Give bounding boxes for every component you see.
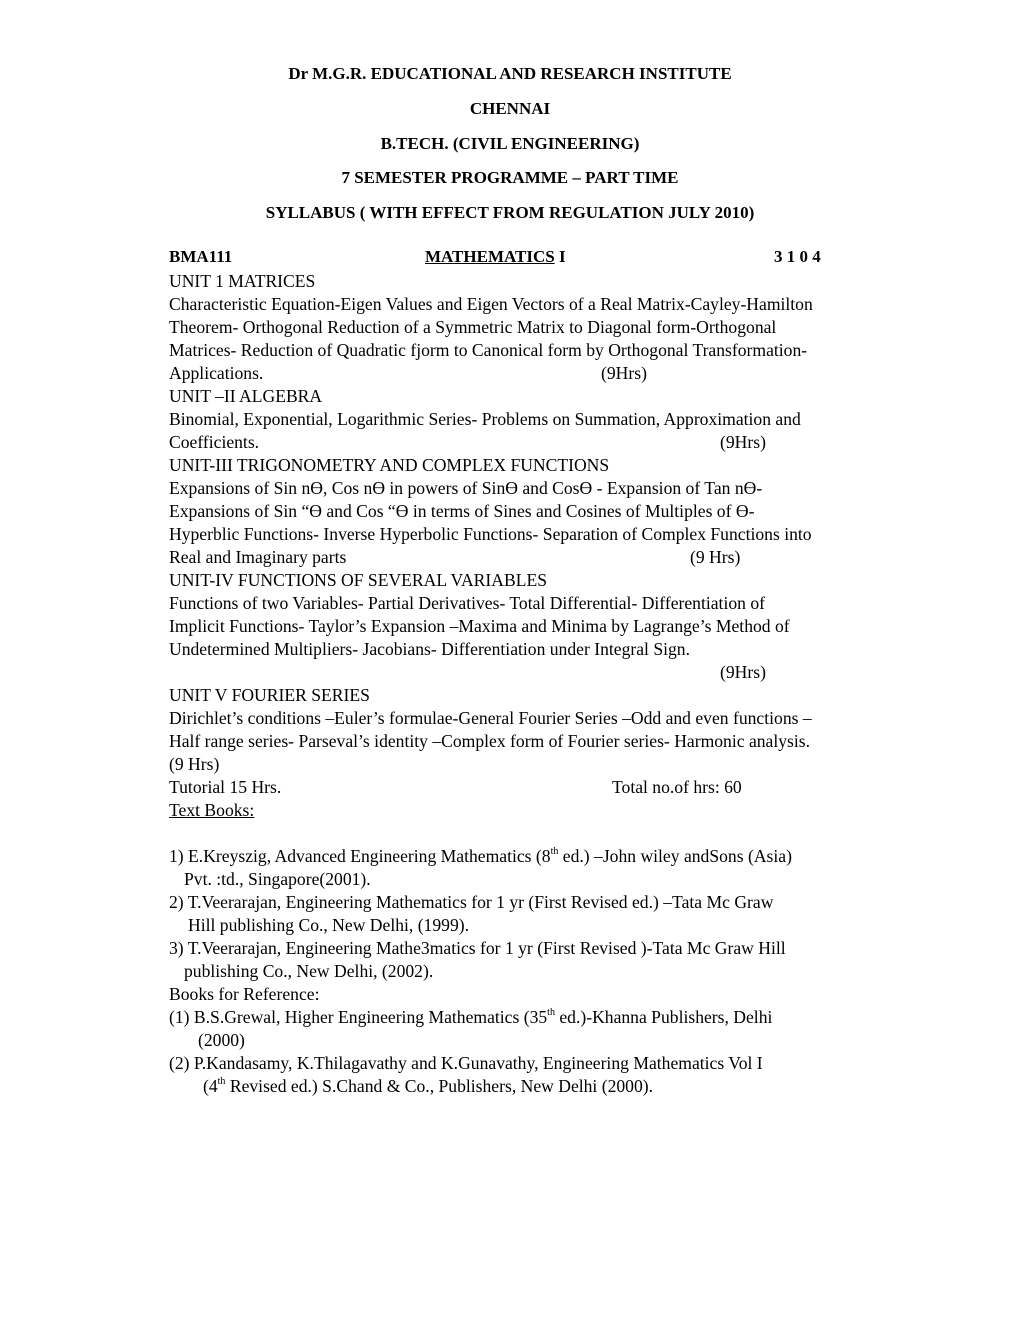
unit-5-line: Half range series- Parseval’s identity –Complex form of Fourier series- Harmonic analysis. (169, 731, 811, 751)
unit-1-line: Matrices- Reduction of Quadratic fjorm to Canonical form by Orthogonal Transformation- (169, 340, 808, 360)
reference-2: (2) P.Kandasamy, K.Thilagavathy and K.Gunavathy, Engineering Mathematics Vol I (169, 1053, 763, 1073)
unit-3-line (169, 546, 741, 568)
unit-3-title: UNIT-III TRIGONOMETRY AND COMPLEX FUNCTIONS (169, 455, 610, 475)
course-code: BMA111 (169, 247, 233, 266)
text-book-1 (169, 845, 792, 867)
programme: B.TECH. (CIVIL ENGINEERING) (380, 134, 640, 153)
text-books-heading: Text Books: (169, 800, 255, 820)
course-line (169, 247, 929, 269)
course-title-suffix: I (554, 247, 566, 266)
unit-2-line-text: Coefficients. (169, 432, 260, 452)
unit-2-line (169, 431, 766, 453)
syllabus-title: SYLLABUS ( WITH EFFECT FROM REGULATION JULY 2010) (265, 203, 755, 222)
reference-2-text: (4 (203, 1076, 218, 1096)
unit-1-line (169, 362, 647, 384)
text-book-1-text-end: ed.) –John wiley andSons (Asia) (558, 846, 792, 866)
unit-5-title: UNIT V FOURIER SERIES (169, 685, 370, 705)
reference-2-text-end: Revised ed.) S.Chand & Co., Publishers, New Delhi (2000). (225, 1076, 654, 1096)
text-book-2-cont: Hill publishing Co., New Delhi, (1999). (188, 915, 469, 935)
text-book-1-sup: th (550, 846, 559, 857)
references-heading: Books for Reference: (169, 984, 320, 1004)
unit-1-line: Theorem- Orthogonal Reduction of a Symmetric Matrix to Diagonal form-Orthogonal (169, 317, 777, 337)
text-book-2: 2) T.Veerarajan, Engineering Mathematics for 1 yr (First Revised ed.) –Tata Mc Graw (169, 892, 774, 912)
total-hours: Total no.of hrs: 60 (612, 777, 742, 797)
text-book-1-cont: Pvt. :td., Singapore(2001). (184, 869, 371, 889)
reference-1-sup: th (547, 1007, 555, 1018)
unit-4-line: Implicit Functions- Taylor’s Expansion –Maxima and Minima by Lagrange’s Method of (169, 616, 790, 636)
unit-4-line: Functions of two Variables- Partial Derivatives- Total Differential- Differentiation of (169, 593, 765, 613)
hours-summary (169, 776, 742, 798)
unit-2-hours: (9Hrs) (720, 432, 766, 452)
programme-mode: 7 SEMESTER PROGRAMME – PART TIME (341, 168, 679, 187)
unit-2-title: UNIT –II ALGEBRA (169, 386, 323, 406)
city: CHENNAI (469, 99, 551, 118)
unit-4-hours: (9Hrs) (720, 662, 766, 682)
unit-4-line: Undetermined Multipliers- Jacobians- Differentiation under Integral Sign. (169, 639, 690, 659)
unit-1-title: UNIT 1 MATRICES (169, 271, 316, 291)
course-credits: 3 1 0 4 (774, 247, 821, 266)
reference-1-text: (1) B.S.Grewal, Higher Engineering Mathematics (35 (169, 1007, 548, 1027)
text-book-1-text: 1) E.Kreyszig, Advanced Engineering Mathematics (8 (169, 846, 551, 866)
institute-name: Dr M.G.R. EDUCATIONAL AND RESEARCH INSTITUTE (288, 64, 732, 83)
text-book-3-cont: publishing Co., New Delhi, (2002). (184, 961, 434, 981)
unit-1-line-text: Applications. (169, 363, 264, 383)
unit-5-line: Dirichlet’s conditions –Euler’s formulae-General Fourier Series –Odd and even functions – (169, 708, 812, 728)
unit-3-line: Expansions of Sin “ϴ and Cos “ϴ in terms of Sines and Cosines of Multiples of ϴ- (169, 501, 755, 521)
reference-1-cont: (2000) (198, 1030, 245, 1050)
unit-3-line: Hyperblic Functions- Inverse Hyperbolic Functions- Separation of Complex Functions into (169, 524, 812, 544)
course-title (425, 247, 566, 267)
unit-3-line: Expansions of Sin nϴ, Cos nϴ in powers of Sinϴ and Cosϴ - Expansion of Tan nϴ- (169, 478, 763, 498)
reference-1-text-end: ed.)-Khanna Publishers, Delhi (554, 1007, 773, 1027)
text-book-3: 3) T.Veerarajan, Engineering Mathe3matics for 1 yr (First Revised )-Tata Mc Graw Hill (169, 938, 786, 958)
unit-2-line: Binomial, Exponential, Logarithmic Series- Problems on Summation, Approximation and (169, 409, 801, 429)
unit-1-line: Characteristic Equation-Eigen Values and Eigen Vectors of a Real Matrix-Cayley-Hamilton (169, 294, 813, 314)
unit-3-line-text: Real and Imaginary parts (169, 547, 347, 567)
unit-3-hours: (9 Hrs) (690, 547, 741, 567)
reference-1 (169, 1006, 772, 1028)
unit-4-title: UNIT-IV FUNCTIONS OF SEVERAL VARIABLES (169, 570, 547, 590)
reference-2-sup: th (217, 1076, 226, 1087)
reference-2-cont (203, 1075, 653, 1097)
unit-5-hours: (9 Hrs) (169, 754, 220, 774)
unit-1-hours: (9Hrs) (601, 363, 647, 383)
tutorial-hours: Tutorial 15 Hrs. (169, 777, 282, 797)
course-title-underlined: MATHEMATICS (425, 247, 555, 266)
